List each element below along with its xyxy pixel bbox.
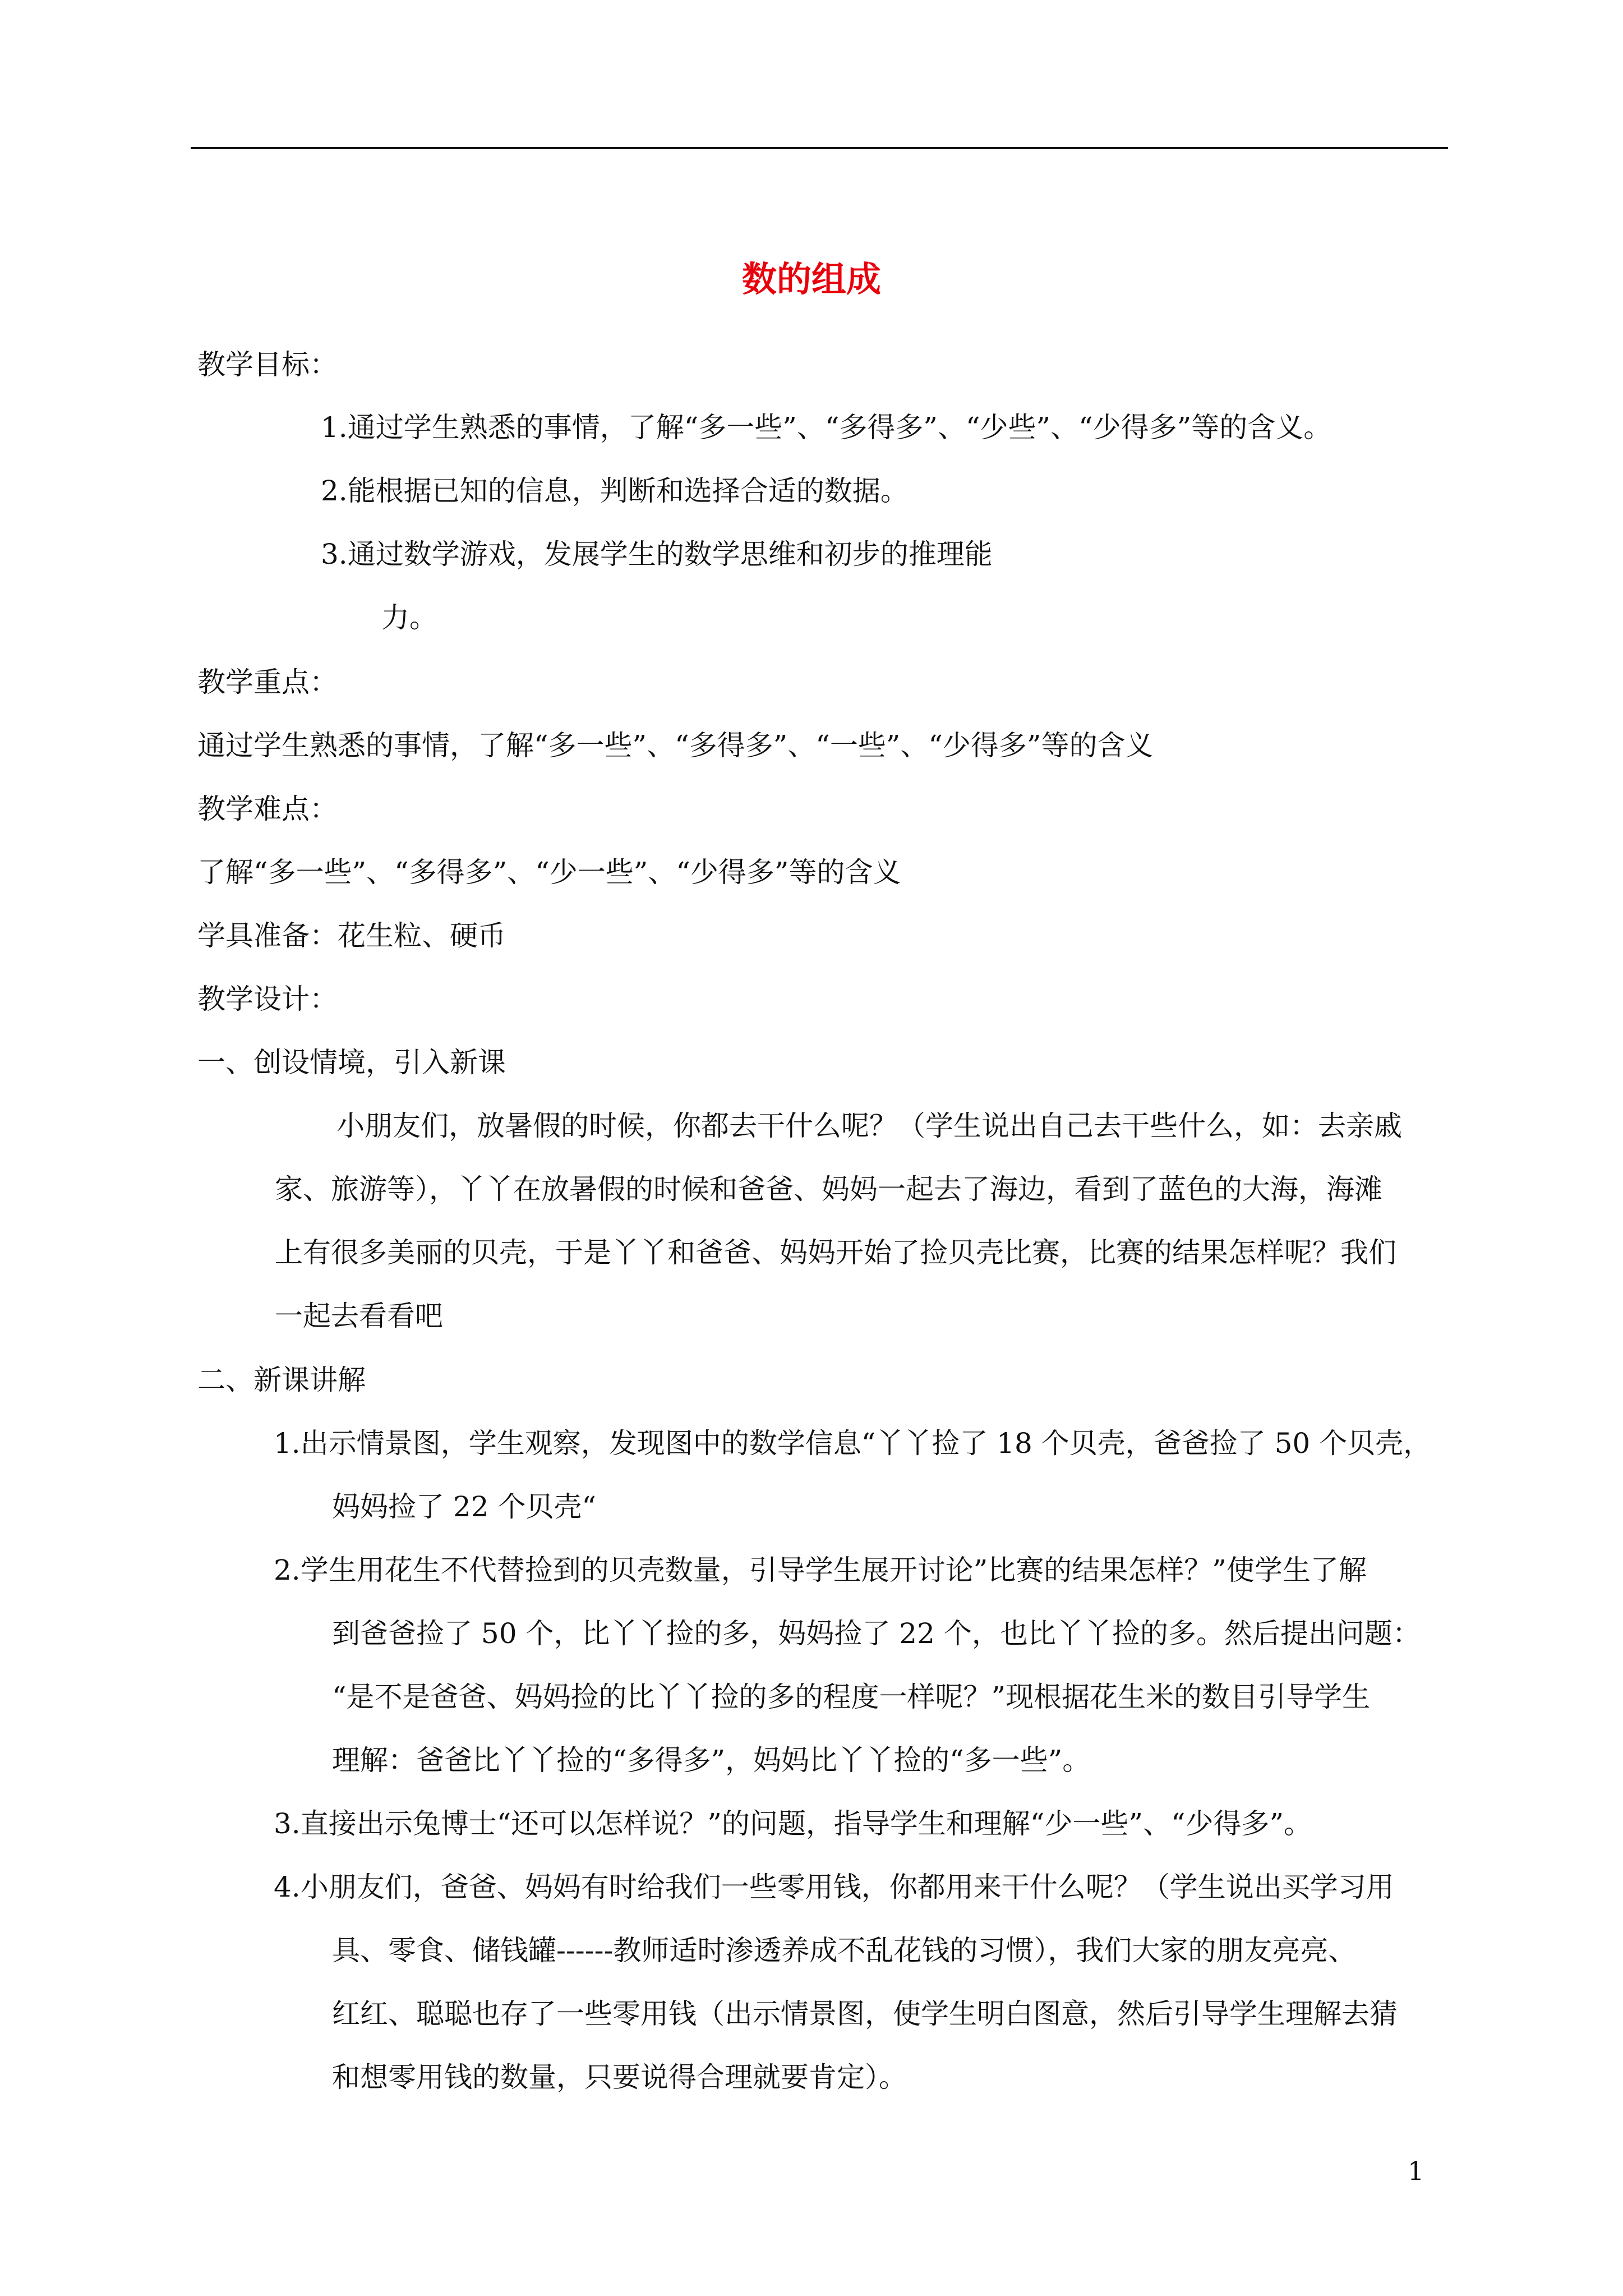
section-1-heading: 一、创设情境，引入新课 — [197, 1046, 506, 1079]
header-rule — [191, 147, 1448, 149]
section-1-line: 一起去看看吧 — [275, 1300, 443, 1332]
objectives-heading: 教学目标： — [197, 348, 338, 381]
objective-item-3-continued: 力。 — [381, 601, 437, 634]
objective-item-3: 3.通过数学游戏，发展学生的数学思维和初步的推理能 — [321, 538, 993, 570]
page-title: 数的组成 — [741, 259, 881, 300]
difficulties-heading: 教学难点： — [197, 793, 338, 825]
page-number: 1 — [1408, 2156, 1424, 2186]
section-2-line: 红红、聪聪也存了一些零用钱（出示情景图，使学生明白图意，然后引导学生理解去猜 — [332, 1998, 1398, 2030]
section-2-line: “是不是爸爸、妈妈捡的比丫丫捡的多的程度一样呢？”现根据花生米的数目引导学生 — [332, 1681, 1371, 1713]
objective-item-2: 2.能根据已知的信息，判断和选择合适的数据。 — [321, 475, 909, 507]
section-2-heading: 二、新课讲解 — [197, 1364, 366, 1396]
design-heading: 教学设计： — [197, 983, 338, 1015]
key-points-heading: 教学重点： — [197, 666, 338, 698]
section-2-line: 理解：爸爸比丫丫捡的“多得多”，妈妈比丫丫捡的“多一些”。 — [332, 1744, 1091, 1777]
section-2-line: 和想零用钱的数量，只要说得合理就要肯定）。 — [332, 2061, 907, 2093]
objective-item-1: 1.通过学生熟悉的事情，了解“多一些”、“多得多”、“少些”、“少得多”等的含义。 — [321, 411, 1332, 444]
section-2-line: 2.学生用花生不代替捡到的贝壳数量，引导学生展开讨论”比赛的结果怎样？”使学生了解 — [274, 1554, 1367, 1586]
section-2-line: 具、零食、储钱罐------教师适时渗透养成不乱花钱的习惯），我们大家的朋友亮亮、 — [332, 1934, 1357, 1967]
section-2-line: 3.直接出示兔博士“还可以怎样说？”的问题，指导学生和理解“少一些”、“少得多”。 — [274, 1807, 1312, 1840]
section-2-line: 到爸爸捡了 50 个，比丫丫捡的多，妈妈捡了 22 个，也比丫丫捡的多。然后提出问题： — [332, 1617, 1421, 1650]
difficulties-text: 了解“多一些”、“多得多”、“少一些”、“少得多”等的含义 — [197, 856, 901, 889]
section-2-line: 妈妈捡了 22 个贝壳“ — [332, 1490, 596, 1523]
section-2-line: 4.小朋友们，爸爸、妈妈有时给我们一些零用钱，你都用来干什么呢？（学生说出买学习用 — [274, 1871, 1394, 1903]
section-1-line: 家、旅游等），丫丫在放暑假的时候和爸爸、妈妈一起去了海边，看到了蓝色的大海，海滩 — [275, 1173, 1382, 1205]
section-1-line: 小朋友们，放暑假的时候，你都去干什么呢？（学生说出自己去干些什么，如：去亲戚 — [336, 1110, 1402, 1142]
section-2-line: 1.出示情景图，学生观察，发现图中的数学信息“丫丫捡了 18 个贝壳，爸爸捡了 50 个贝壳， — [274, 1427, 1432, 1460]
materials-line: 学具准备：花生粒、硬币 — [197, 919, 506, 952]
section-1-line: 上有很多美丽的贝壳，于是丫丫和爸爸、妈妈开始了捡贝壳比赛，比赛的结果怎样呢？我们 — [275, 1236, 1396, 1269]
key-points-text: 通过学生熟悉的事情，了解“多一些”、“多得多”、“一些”、“少得多”等的含义 — [197, 729, 1154, 762]
